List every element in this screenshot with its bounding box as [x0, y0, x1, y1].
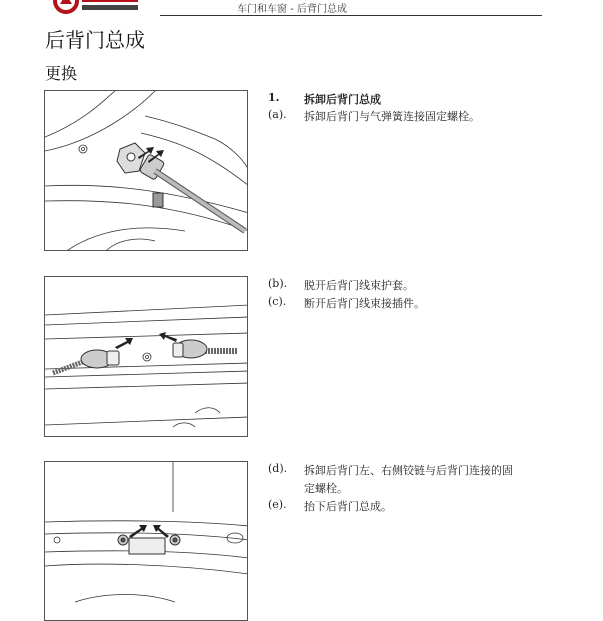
step-number: (a). [268, 108, 287, 121]
step-number: (d). [268, 462, 288, 475]
step-number: (e). [268, 498, 287, 511]
page-header [0, 0, 603, 18]
step-text: 拆卸后背门与气弹簧连接固定螺栓。 [304, 110, 480, 123]
header-section-title: 车门和车窗 - 后背门总成 [237, 4, 347, 15]
figure-hinge-bolts [44, 461, 248, 621]
page-title: 后背门总成 [45, 28, 145, 52]
step-text: 拆卸后背门总成 [304, 93, 381, 106]
step-text: 脱开后背门线束护套。 [304, 279, 414, 292]
section-title: 更换 [45, 64, 78, 83]
step-number: 1. [268, 91, 280, 104]
step-text: 断开后背门线束接插件。 [304, 297, 425, 310]
step-text-continued: 定螺栓。 [304, 482, 348, 495]
step-text: 抬下后背门总成。 [304, 500, 392, 513]
figure-harness-connector [44, 276, 248, 437]
figure-gas-spring-bolt [44, 90, 248, 251]
step-number: (b). [268, 277, 288, 290]
step-text: 拆卸后背门左、右侧铰链与后背门连接的固 [304, 464, 513, 477]
header-rule [160, 15, 542, 16]
step-number: (c). [268, 295, 287, 308]
hanteng-logo [50, 0, 150, 16]
